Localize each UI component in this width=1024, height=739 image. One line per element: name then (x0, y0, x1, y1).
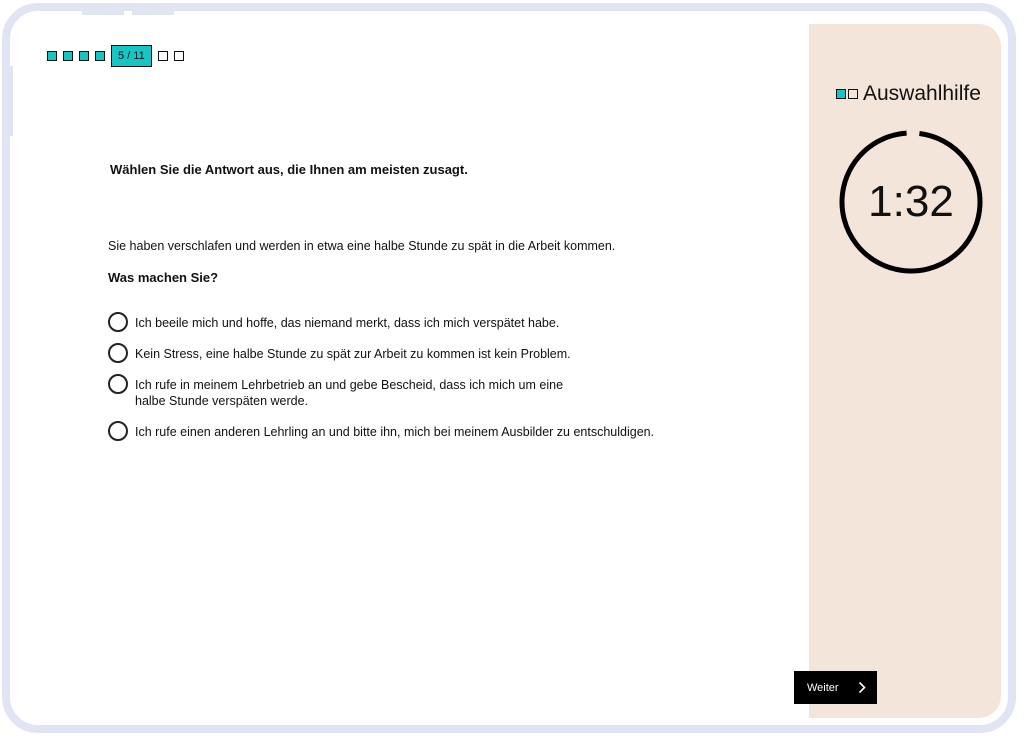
radio-unchecked-icon[interactable] (108, 421, 128, 441)
chevron-right-icon (858, 681, 866, 694)
next-button-label: Weiter (807, 681, 839, 694)
answer-option-label: Ich rufe in meinem Lehrbetrieb an und gebe Bescheid, dass ich mich um eine halbe Stunde verspäten werde. (135, 378, 564, 408)
progress-step-remaining (158, 51, 168, 61)
progress-step-remaining (174, 51, 184, 61)
progress-indicator (47, 45, 190, 67)
radio-unchecked-icon[interactable] (108, 343, 128, 363)
instruction-text: Wählen Sie die Antwort aus, die Ihnen am meisten zusagt. (110, 162, 468, 177)
brand-name: Auswahlhilfe (863, 82, 981, 105)
brand-logo (836, 82, 981, 106)
progress-step-done (63, 51, 73, 61)
answer-option-label: Kein Stress, eine halbe Stunde zu spät zur Arbeit zu kommen ist kein Problem. (135, 347, 571, 361)
answer-option-3[interactable] (108, 376, 563, 409)
answer-option-4[interactable] (108, 423, 654, 441)
radio-unchecked-icon[interactable] (108, 374, 128, 394)
sidebar (809, 24, 1001, 718)
progress-current-step: 5 / 11 (111, 45, 152, 67)
frame-tab (132, 11, 174, 15)
next-button[interactable] (794, 671, 877, 704)
logo-square-icon (836, 89, 846, 99)
frame-edge (10, 66, 13, 136)
radio-unchecked-icon[interactable] (108, 312, 128, 332)
logo-square-icon (848, 89, 858, 99)
answer-option-2[interactable] (108, 345, 571, 363)
frame-tab (82, 11, 124, 15)
scenario-text: Sie haben verschlafen und werden in etwa eine halbe Stunde zu spät in die Arbeit kommen. (108, 239, 616, 253)
progress-step-done (47, 51, 57, 61)
progress-step-done (79, 51, 89, 61)
timer-value: 1:32 (868, 177, 954, 226)
question-text: Was machen Sie? (108, 270, 219, 285)
answer-option-label: Ich rufe einen anderen Lehrling an und bitte ihn, mich bei meinem Ausbilder zu entschuldigen. (135, 425, 655, 439)
answer-option-label: Ich beeile mich und hoffe, das niemand merkt, dass ich mich verspätet habe. (135, 316, 560, 330)
countdown-timer (836, 127, 986, 277)
answer-option-1[interactable] (108, 314, 559, 332)
progress-step-done (95, 51, 105, 61)
